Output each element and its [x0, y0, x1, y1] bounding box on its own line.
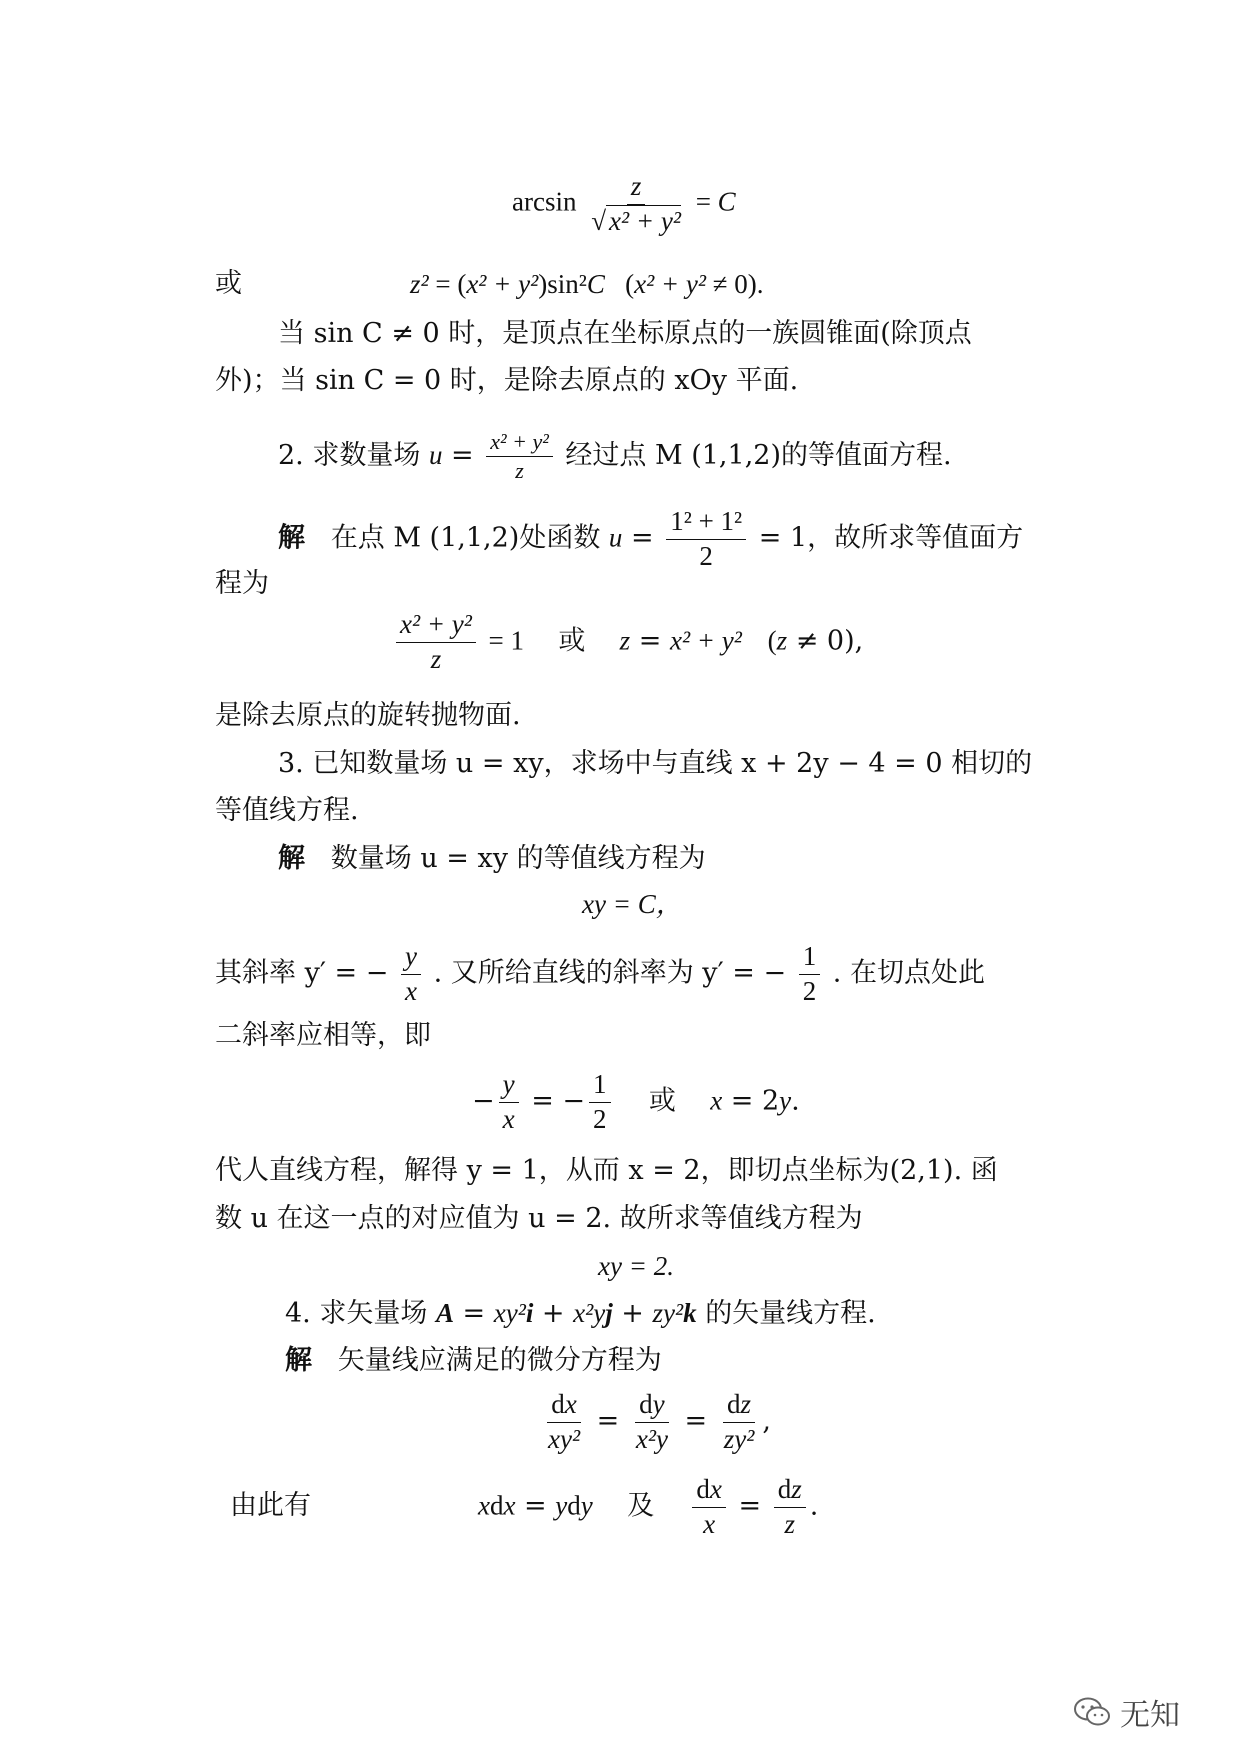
problem-3: 3. 已知数量场 u = xy，求场中与直线 x + 2y − 4 = 0 相切的	[278, 748, 1033, 779]
paragraph-line: 数 u 在这一点的对应值为 u = 2. 故所求等值线方程为	[215, 1203, 863, 1234]
watermark	[1072, 1690, 1180, 1734]
problem-4: 4. 求矢量场 A = xy²i + x²yj + zy²k 的矢量线方程.	[285, 1298, 876, 1329]
paragraph-line: 当 sin C ≠ 0 时，是顶点在坐标原点的一族圆锥面(除顶点	[278, 318, 972, 349]
slope-line: 其斜率 y′ = − $\frac{y}{x}$ . 又所给直线的斜率为 y′ = − $\frac{1}{2}$ . 在切点处此	[215, 941, 985, 1006]
equation-level-surface: $\frac{\text{x² + y²}}{z}$ = 1 或 z = x² + y² (z ≠ 0),	[392, 610, 863, 674]
solution-2-line: 解 在点 M (1,1,2)处函数 u = $\frac{\text{1² + 1²}}{2}$ = 1，故所求等值面方	[278, 506, 1024, 571]
equation-xy-2: xy = 2.	[598, 1251, 674, 1281]
paragraph-line: 二斜率应相等，即	[215, 1020, 431, 1051]
paragraph-line: 代人直线方程，解得 y = 1，从而 x = 2，即切点坐标为(2,1). 函	[215, 1155, 998, 1186]
solution-3-line: 解 数量场 u = xy 的等值线方程为	[278, 843, 706, 874]
equation-z-squared: z² = (x² + y²)sin²C (x² + y² ≠ 0).	[410, 269, 764, 299]
equation-result: xdx = ydy 及 $\frac{dx}{x}$ = $\frac{dz}{z}$ .	[478, 1474, 819, 1539]
equation-xy-c: xy = C，	[582, 889, 683, 919]
paragraph-line: 等值线方程.	[215, 795, 359, 826]
paragraph-line: 是除去原点的旋转抛物面.	[215, 700, 521, 731]
problem-2: 2. 求数量场 u = $\frac{\text{x² + y²}}{z}$ 经过点 M (1,1,2)的等值面方程.	[278, 429, 952, 484]
paragraph-line: 由此有	[230, 1490, 311, 1521]
paragraph-line: 外)；当 sin C = 0 时，是除去原点的 xOy 平面.	[215, 365, 799, 396]
text-or: 或	[215, 268, 242, 299]
equation-arcsin: arcsin $\frac{z}{\text{√ x² + y²}}$ = C	[512, 171, 736, 236]
watermark-text: 无知	[1120, 1698, 1180, 1733]
wechat-icon	[1072, 1695, 1112, 1729]
equation-slopes-equal: − $\frac{y}{x}$ = − $\frac{1}{2}$ 或 x = 2y.	[472, 1069, 800, 1134]
equation-vector-line-ode: $\frac{dx}{\text{xy²}}$ = $\frac{dy}{\text{x²y}}$ = $\frac{dz}{\text{zy²}}$ ,	[548, 1389, 771, 1454]
paragraph-line: 程为	[215, 568, 269, 599]
solution-4-line: 解 矢量线应满足的微分方程为	[285, 1345, 662, 1376]
